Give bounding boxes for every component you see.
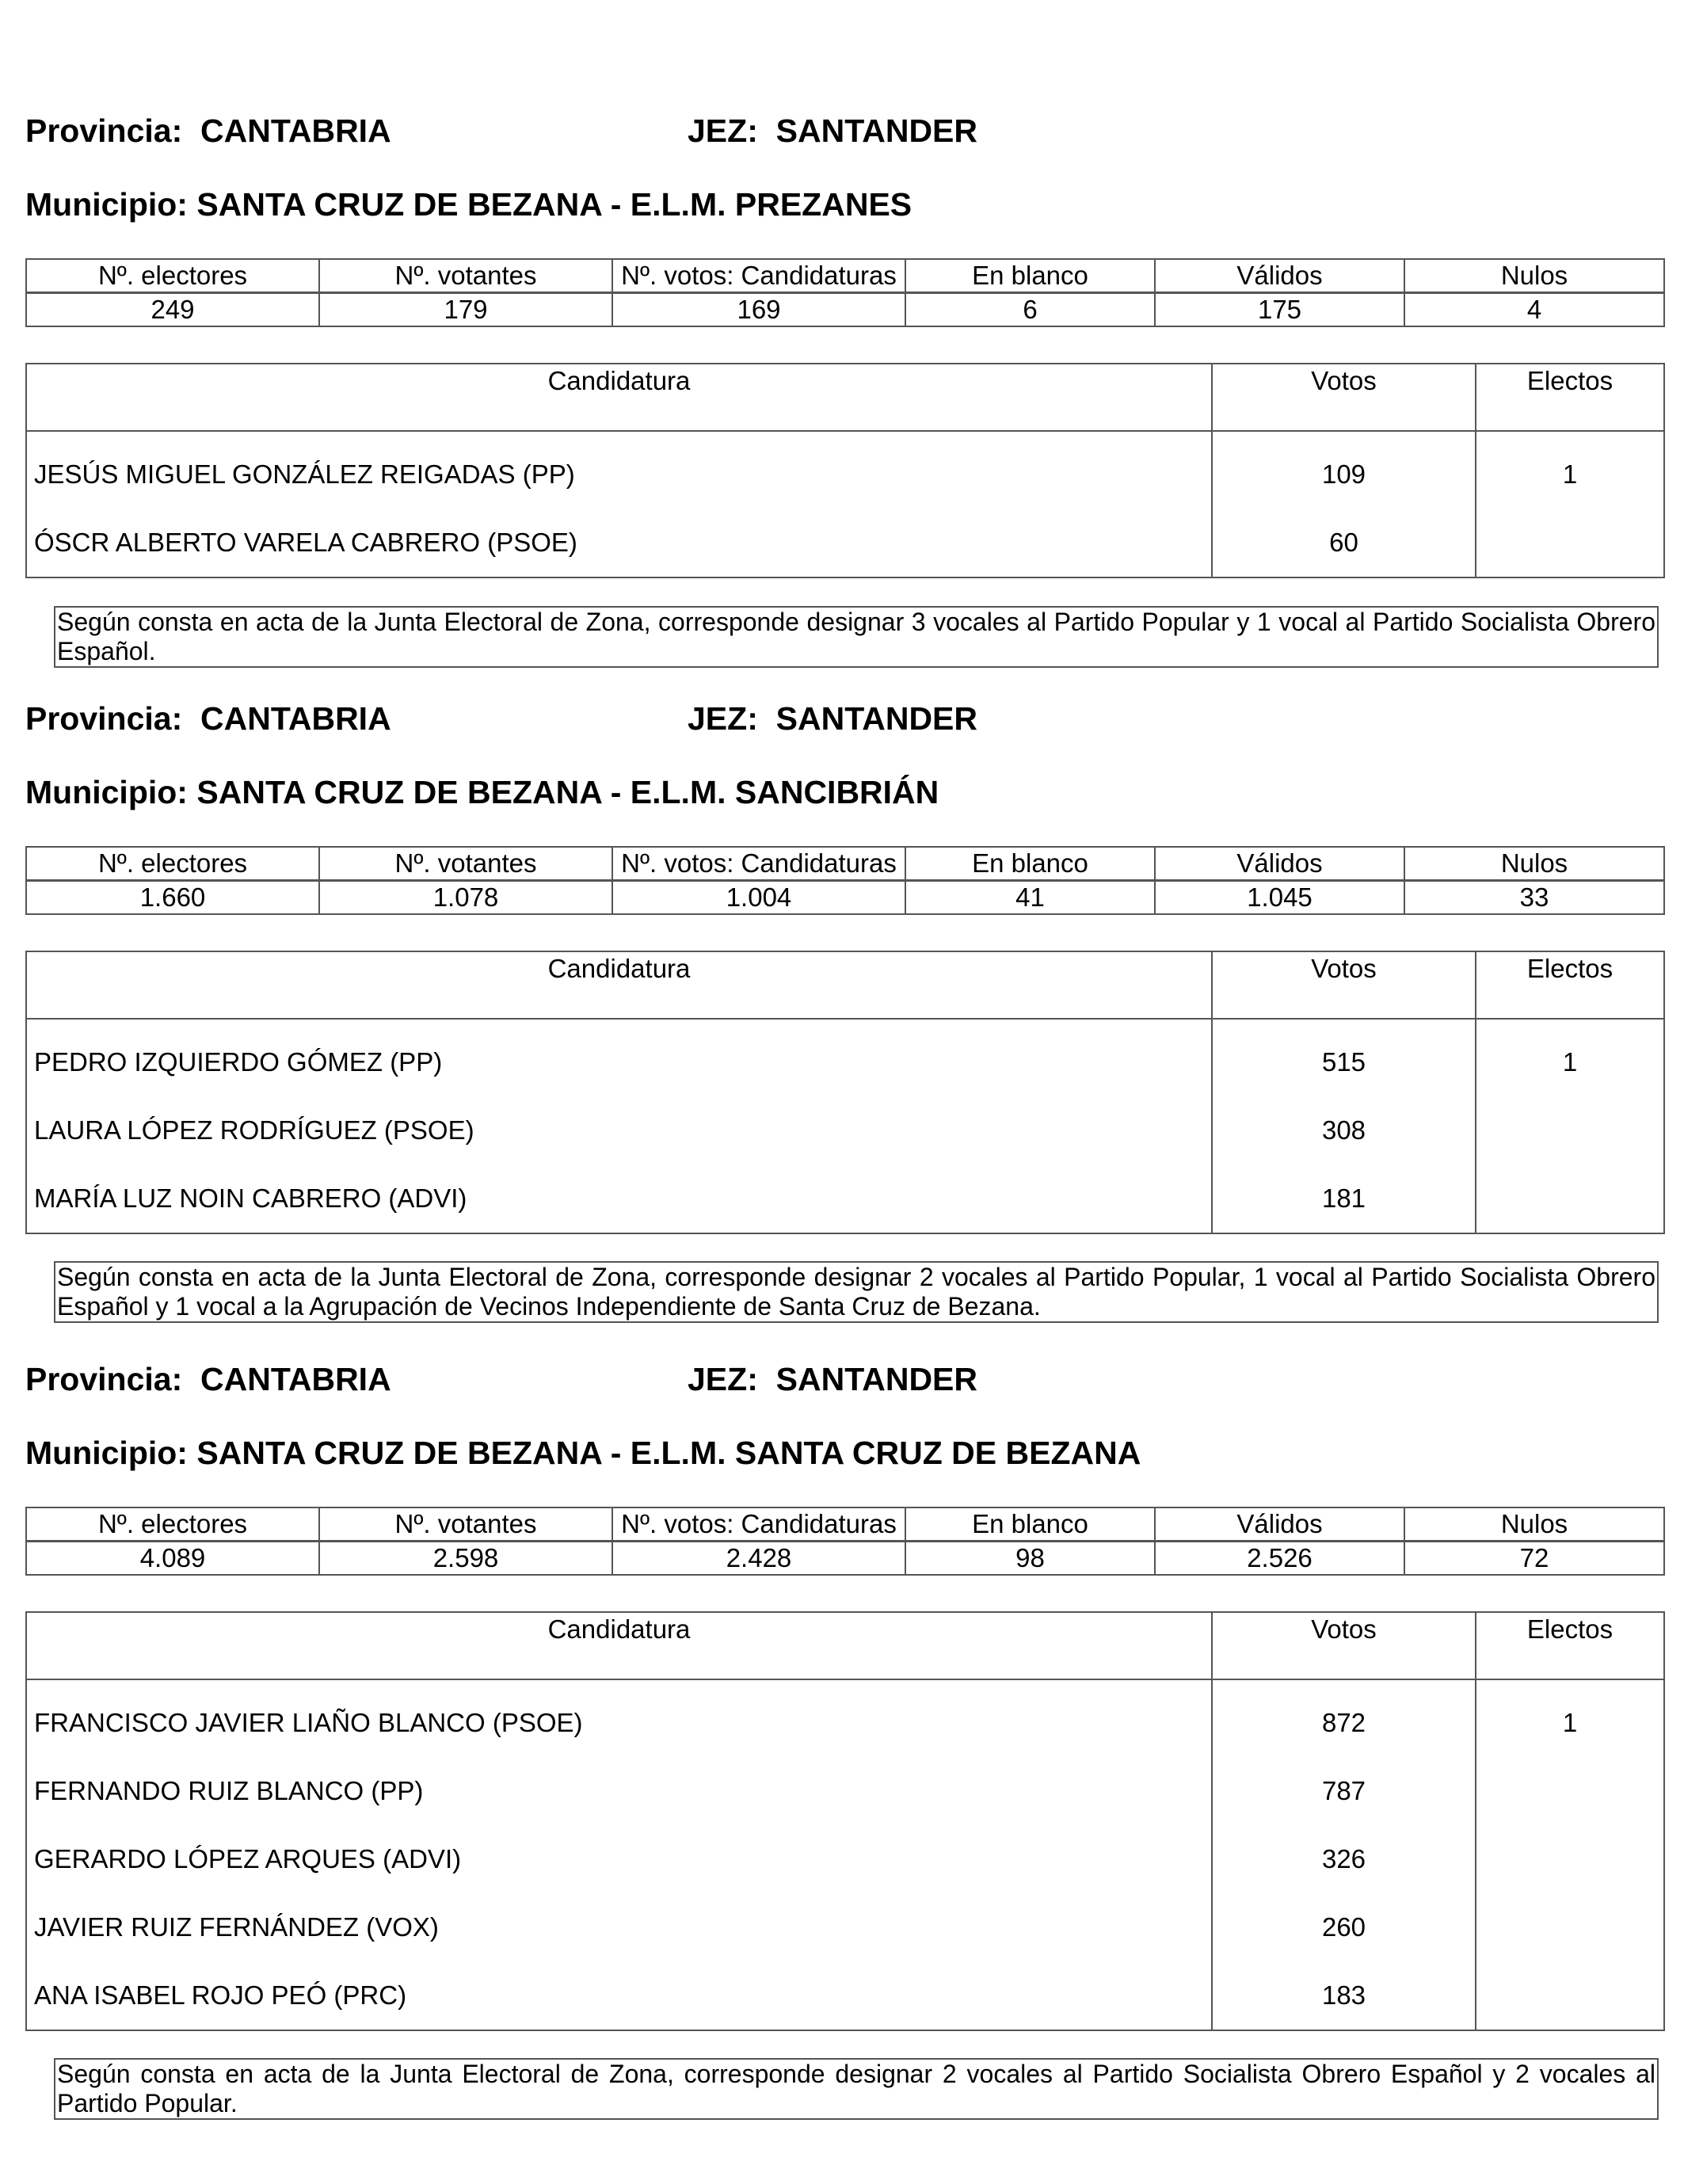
jez-value: SANTANDER [775,1361,978,1397]
stats-header-row [26,259,1664,293]
col-electos: Electos [1476,1612,1664,1679]
provincia-value: CANTABRIA [200,112,391,149]
candidate-name: MARÍA LUZ NOIN CABRERO (ADVI) [26,1164,1212,1233]
candidate-votes: 787 [1212,1757,1476,1825]
candidates-header-row [26,364,1664,431]
stats-candidaturas: 1.004 [612,881,905,915]
candidate-row [26,1096,1664,1164]
candidate-name: GERARDO LÓPEZ ARQUES (ADVI) [26,1825,1212,1893]
stats-electores: 1.660 [26,881,319,915]
junta-note: Según consta en acta de la Junta Electoral de Zona, corresponde designar 2 vocales al Partido Socialista Obrero Español y 2 vocales al Partido Popular. [54,2058,1659,2120]
jez-line: JEZ: SANTANDER [688,1361,978,1397]
candidate-name: ANA ISABEL ROJO PEÓ (PRC) [26,1961,1212,2030]
candidate-electos [1476,1961,1664,2030]
municipio-line: Municipio: SANTA CRUZ DE BEZANA - E.L.M. SANCIBRIÁN [25,774,939,810]
candidate-row [26,1961,1664,2030]
stats-col-blanco: En blanco [905,259,1155,293]
provincia-line: Provincia: CANTABRIA [25,112,391,149]
candidate-votes: 183 [1212,1961,1476,2030]
stats-col-blanco: En blanco [905,847,1155,881]
stats-validos: 1.045 [1155,881,1404,915]
stats-electores: 4.089 [26,1542,319,1576]
stats-electores: 249 [26,293,319,327]
stats-values-row [26,1542,1664,1576]
candidate-name: JAVIER RUIZ FERNÁNDEZ (VOX) [26,1893,1212,1961]
candidate-name: FRANCISCO JAVIER LIAÑO BLANCO (PSOE) [26,1679,1212,1757]
stats-col-electores: Nº. electores [26,1507,319,1542]
col-candidatura: Candidatura [26,1612,1212,1679]
stats-votantes: 2.598 [319,1542,612,1576]
stats-header-row [26,1507,1664,1542]
stats-table [25,258,1665,327]
candidate-row [26,1019,1664,1096]
provincia-line: Provincia: CANTABRIA [25,700,391,737]
candidates-table [25,363,1665,578]
stats-validos: 175 [1155,293,1404,327]
stats-header-row [26,847,1664,881]
stats-candidaturas: 169 [612,293,905,327]
candidate-votes: 60 [1212,509,1476,577]
col-electos: Electos [1476,951,1664,1019]
col-electos: Electos [1476,364,1664,431]
stats-values-row [26,293,1664,327]
stats-values-row [26,881,1664,915]
candidate-row [26,1164,1664,1233]
provincia-line: Provincia: CANTABRIA [25,1361,391,1397]
stats-col-votantes: Nº. votantes [319,1507,612,1542]
candidate-votes: 515 [1212,1019,1476,1096]
col-votos: Votos [1212,951,1476,1019]
candidate-name: JESÚS MIGUEL GONZÁLEZ REIGADAS (PP) [26,431,1212,509]
col-votos: Votos [1212,364,1476,431]
provincia-value: CANTABRIA [200,700,391,737]
candidate-electos [1476,1825,1664,1893]
candidates-table [25,1611,1665,2031]
candidate-electos: 1 [1476,1679,1664,1757]
candidate-electos [1476,1164,1664,1233]
candidate-row [26,509,1664,577]
provincia-value: CANTABRIA [200,1361,391,1397]
stats-col-validos: Válidos [1155,259,1404,293]
candidate-votes: 326 [1212,1825,1476,1893]
stats-candidaturas: 2.428 [612,1542,905,1576]
jez-value: SANTANDER [775,112,978,149]
candidate-row [26,431,1664,509]
stats-nulos: 4 [1404,293,1664,327]
stats-blanco: 98 [905,1542,1155,1576]
municipio-value: SANTA CRUZ DE BEZANA - E.L.M. SANTA CRUZ DE BEZANA [196,1435,1141,1471]
candidate-name: FERNANDO RUIZ BLANCO (PP) [26,1757,1212,1825]
stats-col-candidaturas: Nº. votos: Candidaturas [612,847,905,881]
stats-col-votantes: Nº. votantes [319,847,612,881]
stats-votantes: 1.078 [319,881,612,915]
municipio-line: Municipio: SANTA CRUZ DE BEZANA - E.L.M. SANTA CRUZ DE BEZANA [25,1435,1141,1471]
candidate-row [26,1757,1664,1825]
candidate-electos: 1 [1476,431,1664,509]
candidate-row [26,1679,1664,1757]
stats-col-validos: Válidos [1155,847,1404,881]
col-candidatura: Candidatura [26,364,1212,431]
municipio-line: Municipio: SANTA CRUZ DE BEZANA - E.L.M. PREZANES [25,186,912,223]
stats-table [25,1507,1665,1576]
stats-col-nulos: Nulos [1404,1507,1664,1542]
jez-line: JEZ: SANTANDER [688,700,978,737]
candidate-name: ÓSCR ALBERTO VARELA CABRERO (PSOE) [26,509,1212,577]
jez-value: SANTANDER [775,700,978,737]
stats-blanco: 41 [905,881,1155,915]
stats-col-electores: Nº. electores [26,847,319,881]
candidate-votes: 181 [1212,1164,1476,1233]
stats-col-votantes: Nº. votantes [319,259,612,293]
candidate-electos [1476,509,1664,577]
candidate-votes: 109 [1212,431,1476,509]
jez-line: JEZ: SANTANDER [688,112,978,149]
candidate-electos [1476,1893,1664,1961]
municipio-value: SANTA CRUZ DE BEZANA - E.L.M. PREZANES [196,186,912,223]
candidate-electos [1476,1096,1664,1164]
candidate-votes: 260 [1212,1893,1476,1961]
col-candidatura: Candidatura [26,951,1212,1019]
stats-nulos: 72 [1404,1542,1664,1576]
candidates-header-row [26,951,1664,1019]
stats-col-nulos: Nulos [1404,259,1664,293]
stats-nulos: 33 [1404,881,1664,915]
stats-col-candidaturas: Nº. votos: Candidaturas [612,259,905,293]
candidates-table [25,951,1665,1234]
candidate-name: LAURA LÓPEZ RODRÍGUEZ (PSOE) [26,1096,1212,1164]
stats-validos: 2.526 [1155,1542,1404,1576]
stats-table [25,846,1665,915]
candidate-votes: 872 [1212,1679,1476,1757]
stats-votantes: 179 [319,293,612,327]
candidates-header-row [26,1612,1664,1679]
stats-col-blanco: En blanco [905,1507,1155,1542]
candidate-electos: 1 [1476,1019,1664,1096]
junta-note: Según consta en acta de la Junta Electoral de Zona, corresponde designar 2 vocales al Partido Popular, 1 vocal al Partido Socialista Obrero Español y 1 vocal a la Agrupación de Vecinos Independiente de Santa Cruz de Bezana. [54,1261,1659,1323]
junta-note: Según consta en acta de la Junta Electoral de Zona, corresponde designar 3 vocales al Partido Popular y 1 vocal al Partido Socialista Obrero Español. [54,606,1659,668]
municipio-value: SANTA CRUZ DE BEZANA - E.L.M. SANCIBRIÁN [196,774,939,810]
stats-col-nulos: Nulos [1404,847,1664,881]
candidate-electos [1476,1757,1664,1825]
stats-blanco: 6 [905,293,1155,327]
col-votos: Votos [1212,1612,1476,1679]
candidate-name: PEDRO IZQUIERDO GÓMEZ (PP) [26,1019,1212,1096]
candidate-row [26,1893,1664,1961]
candidate-votes: 308 [1212,1096,1476,1164]
candidate-row [26,1825,1664,1893]
stats-col-candidaturas: Nº. votos: Candidaturas [612,1507,905,1542]
stats-col-electores: Nº. electores [26,259,319,293]
stats-col-validos: Válidos [1155,1507,1404,1542]
